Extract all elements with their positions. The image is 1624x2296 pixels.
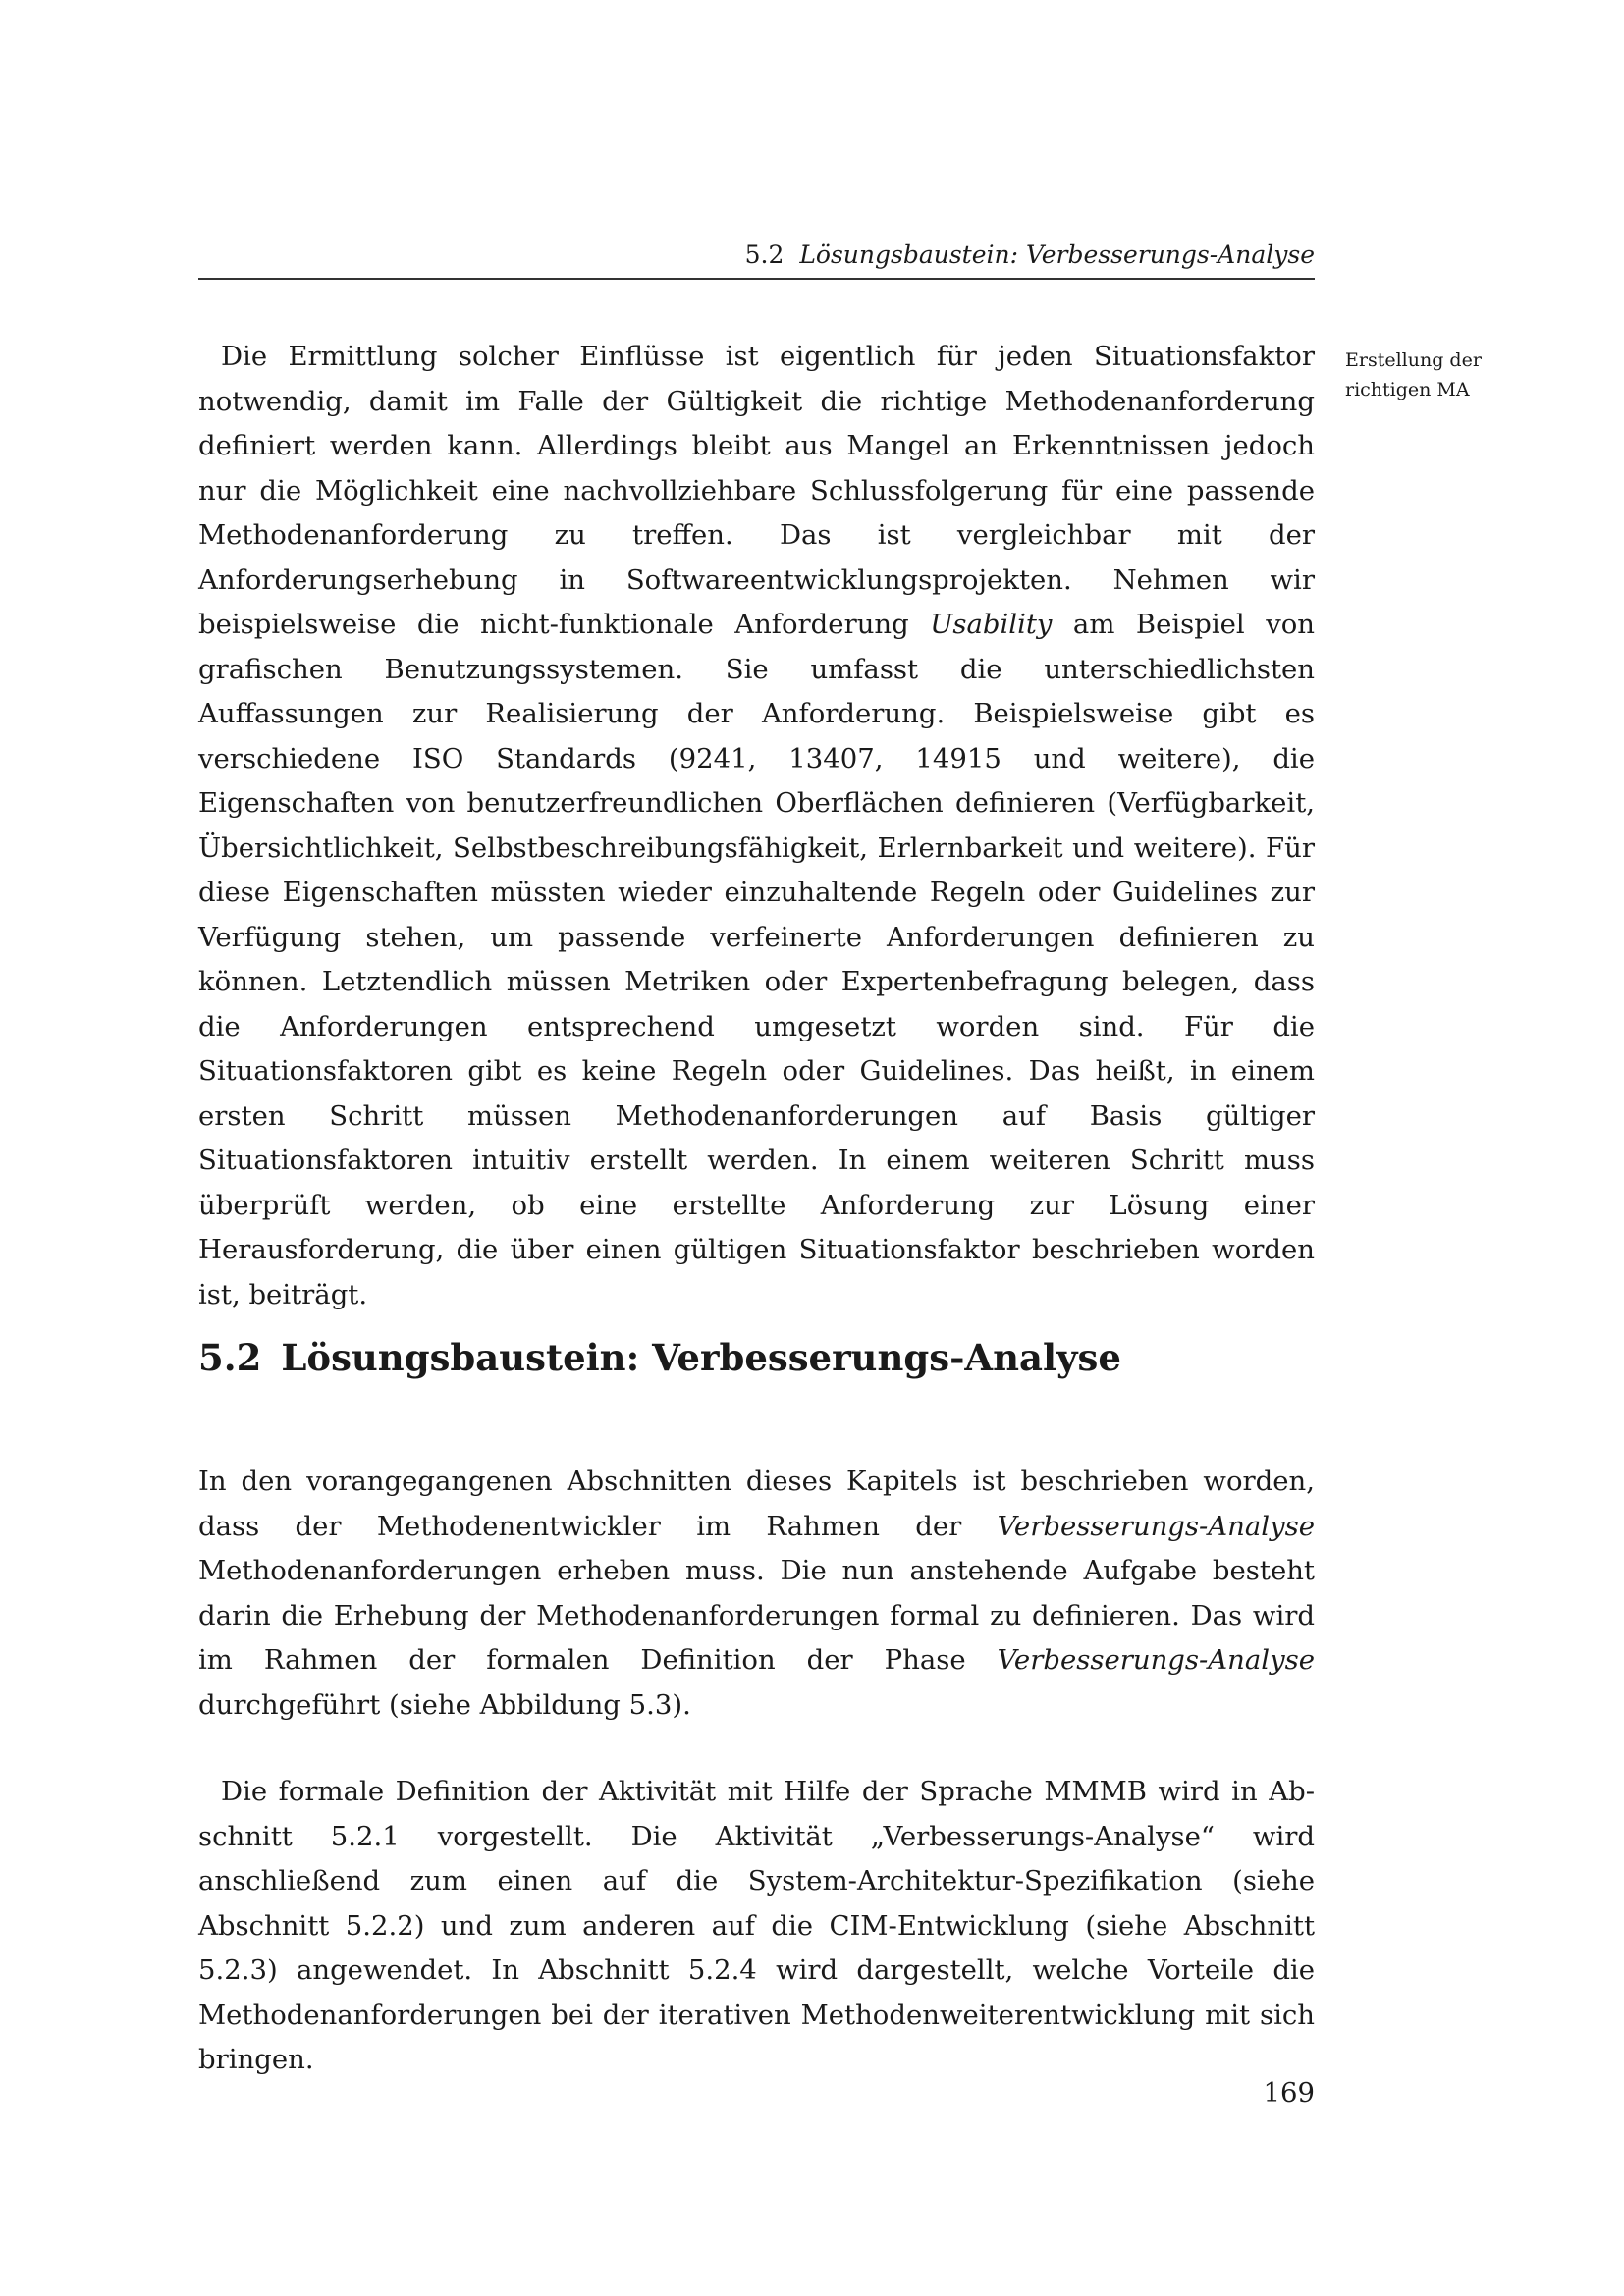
paragraph-1-text-b: am Beispiel von grafischen Benutzungssystemen. Sie umfasst die unterschiedlichsten Auffassungen zur Realisierung der Anforderung. Beispielsweise gibt es verschiedene ISO Standards (9241, 13407, 14915 und weitere), die Eigenschaften von benutzerfreundlichen Oberflächen definieren (Verfügbarkeit, Übersichtlichkeit, Selbstbeschreibungsfähigkeit, Erlernbarkeit und weitere). Für diese Eigenschaften müssten wieder einzuhaltende Regeln oder Guidelines zur Verfügung stehen, um passende verfeinerte Anforderungen definieren zu können. Letztendlich müssen Metriken oder Expertenbefragung belegen, dass die Anforderungen entsprechend umgesetzt worden sind. Für die Situationsfaktoren gibt es keine Regeln oder Guidelines. Das heißt, in einem ersten Schritt müssen Methodenanforderungen auf Basis gültiger Situationsfaktoren intuitiv erstellt werden. In einem weiteren Schritt muss überprüft werden, ob eine erstellte Anforderung zur Lösung einer Herausforderung, die über einen gültigen Situationsfaktor beschrieben worden ist, beiträgt. [198, 609, 1315, 1310]
paragraph-1-emphasis: Usability [930, 609, 1053, 640]
paragraph-2-text-c: durchgeführt (siehe Abbildung 5.3). [198, 1688, 691, 1721]
header-rule [198, 278, 1315, 280]
margin-note-line-2: richtigen MA [1345, 379, 1470, 400]
paragraph-2-emphasis-2: Verbesserungs-Analyse [997, 1644, 1315, 1676]
paragraph-2-emphasis-1: Verbesserungs-Analyse [997, 1510, 1315, 1542]
running-head [198, 238, 1315, 273]
running-head-number: 5.2 [744, 240, 785, 269]
section-title: Lösungsbaustein: Verbesserungs-Analyse [281, 1336, 1121, 1379]
margin-note-line-1: Erstellung der [1345, 349, 1482, 371]
paragraph-1 [198, 335, 1315, 1317]
section-heading [198, 1333, 1121, 1382]
running-head-title: Lösungsbaustein: Verbesserungs-Analyse [799, 240, 1315, 269]
paragraph-2-text-a: In den vorangegangenen Abschnitten dieses Kapitels ist beschrieben worden, dass der Methodenentwickler im Rahmen der [198, 1466, 1315, 1542]
paragraph-2-text-b: Methodenanforderungen erheben muss. Die nun anstehende Aufgabe besteht darin die Erhebung der Methodenanforderungen formal zu definieren. Das wird im Rahmen der formalen Definition der Phase [198, 1555, 1315, 1676]
paragraph-3 [198, 1770, 1315, 2083]
paragraph-3-text: Die formale Definition der Aktivität mit Hilfe der Sprache MMMB wird in Abschnitt 5.2.1 vorgestellt. Die Aktivität „Verbesserungs-Analyse“ wird anschließend zum einen auf die System-Architektur-Spezifikation (siehe Abschnitt 5.2.2) und zum anderen auf die CIM-Entwicklung (siehe Abschnitt 5.2.3) angewendet. In Abschnitt 5.2.4 wird dargestellt, welche Vorteile die Methodenanforderungen bei der iterativen Methodenweiterentwicklung mit sich bringen. [198, 1776, 1315, 2075]
section-number: 5.2 [198, 1336, 262, 1379]
margin-note [1345, 346, 1522, 404]
paragraph-1-text-a: Die Ermittlung solcher Einflüsse ist eigentlich für jeden Situationsfaktor notwendig, damit im Falle der Gültigkeit die richtige Methodenanforderung definiert werden kann. Allerdings bleibt aus Mangel an Erkenntnissen jedoch nur die Möglichkeit eine nachvollziehbare Schlussfolgerung für eine passende Methodenanforderung zu treffen. Das ist vergleichbar mit der Anforderungserhebung in Softwareentwicklungsprojekten. Nehmen wir beispielsweise die nicht-funktionale Anforderung [198, 341, 1315, 640]
paragraph-2 [198, 1460, 1315, 1728]
page-number: 169 [1263, 2077, 1315, 2109]
